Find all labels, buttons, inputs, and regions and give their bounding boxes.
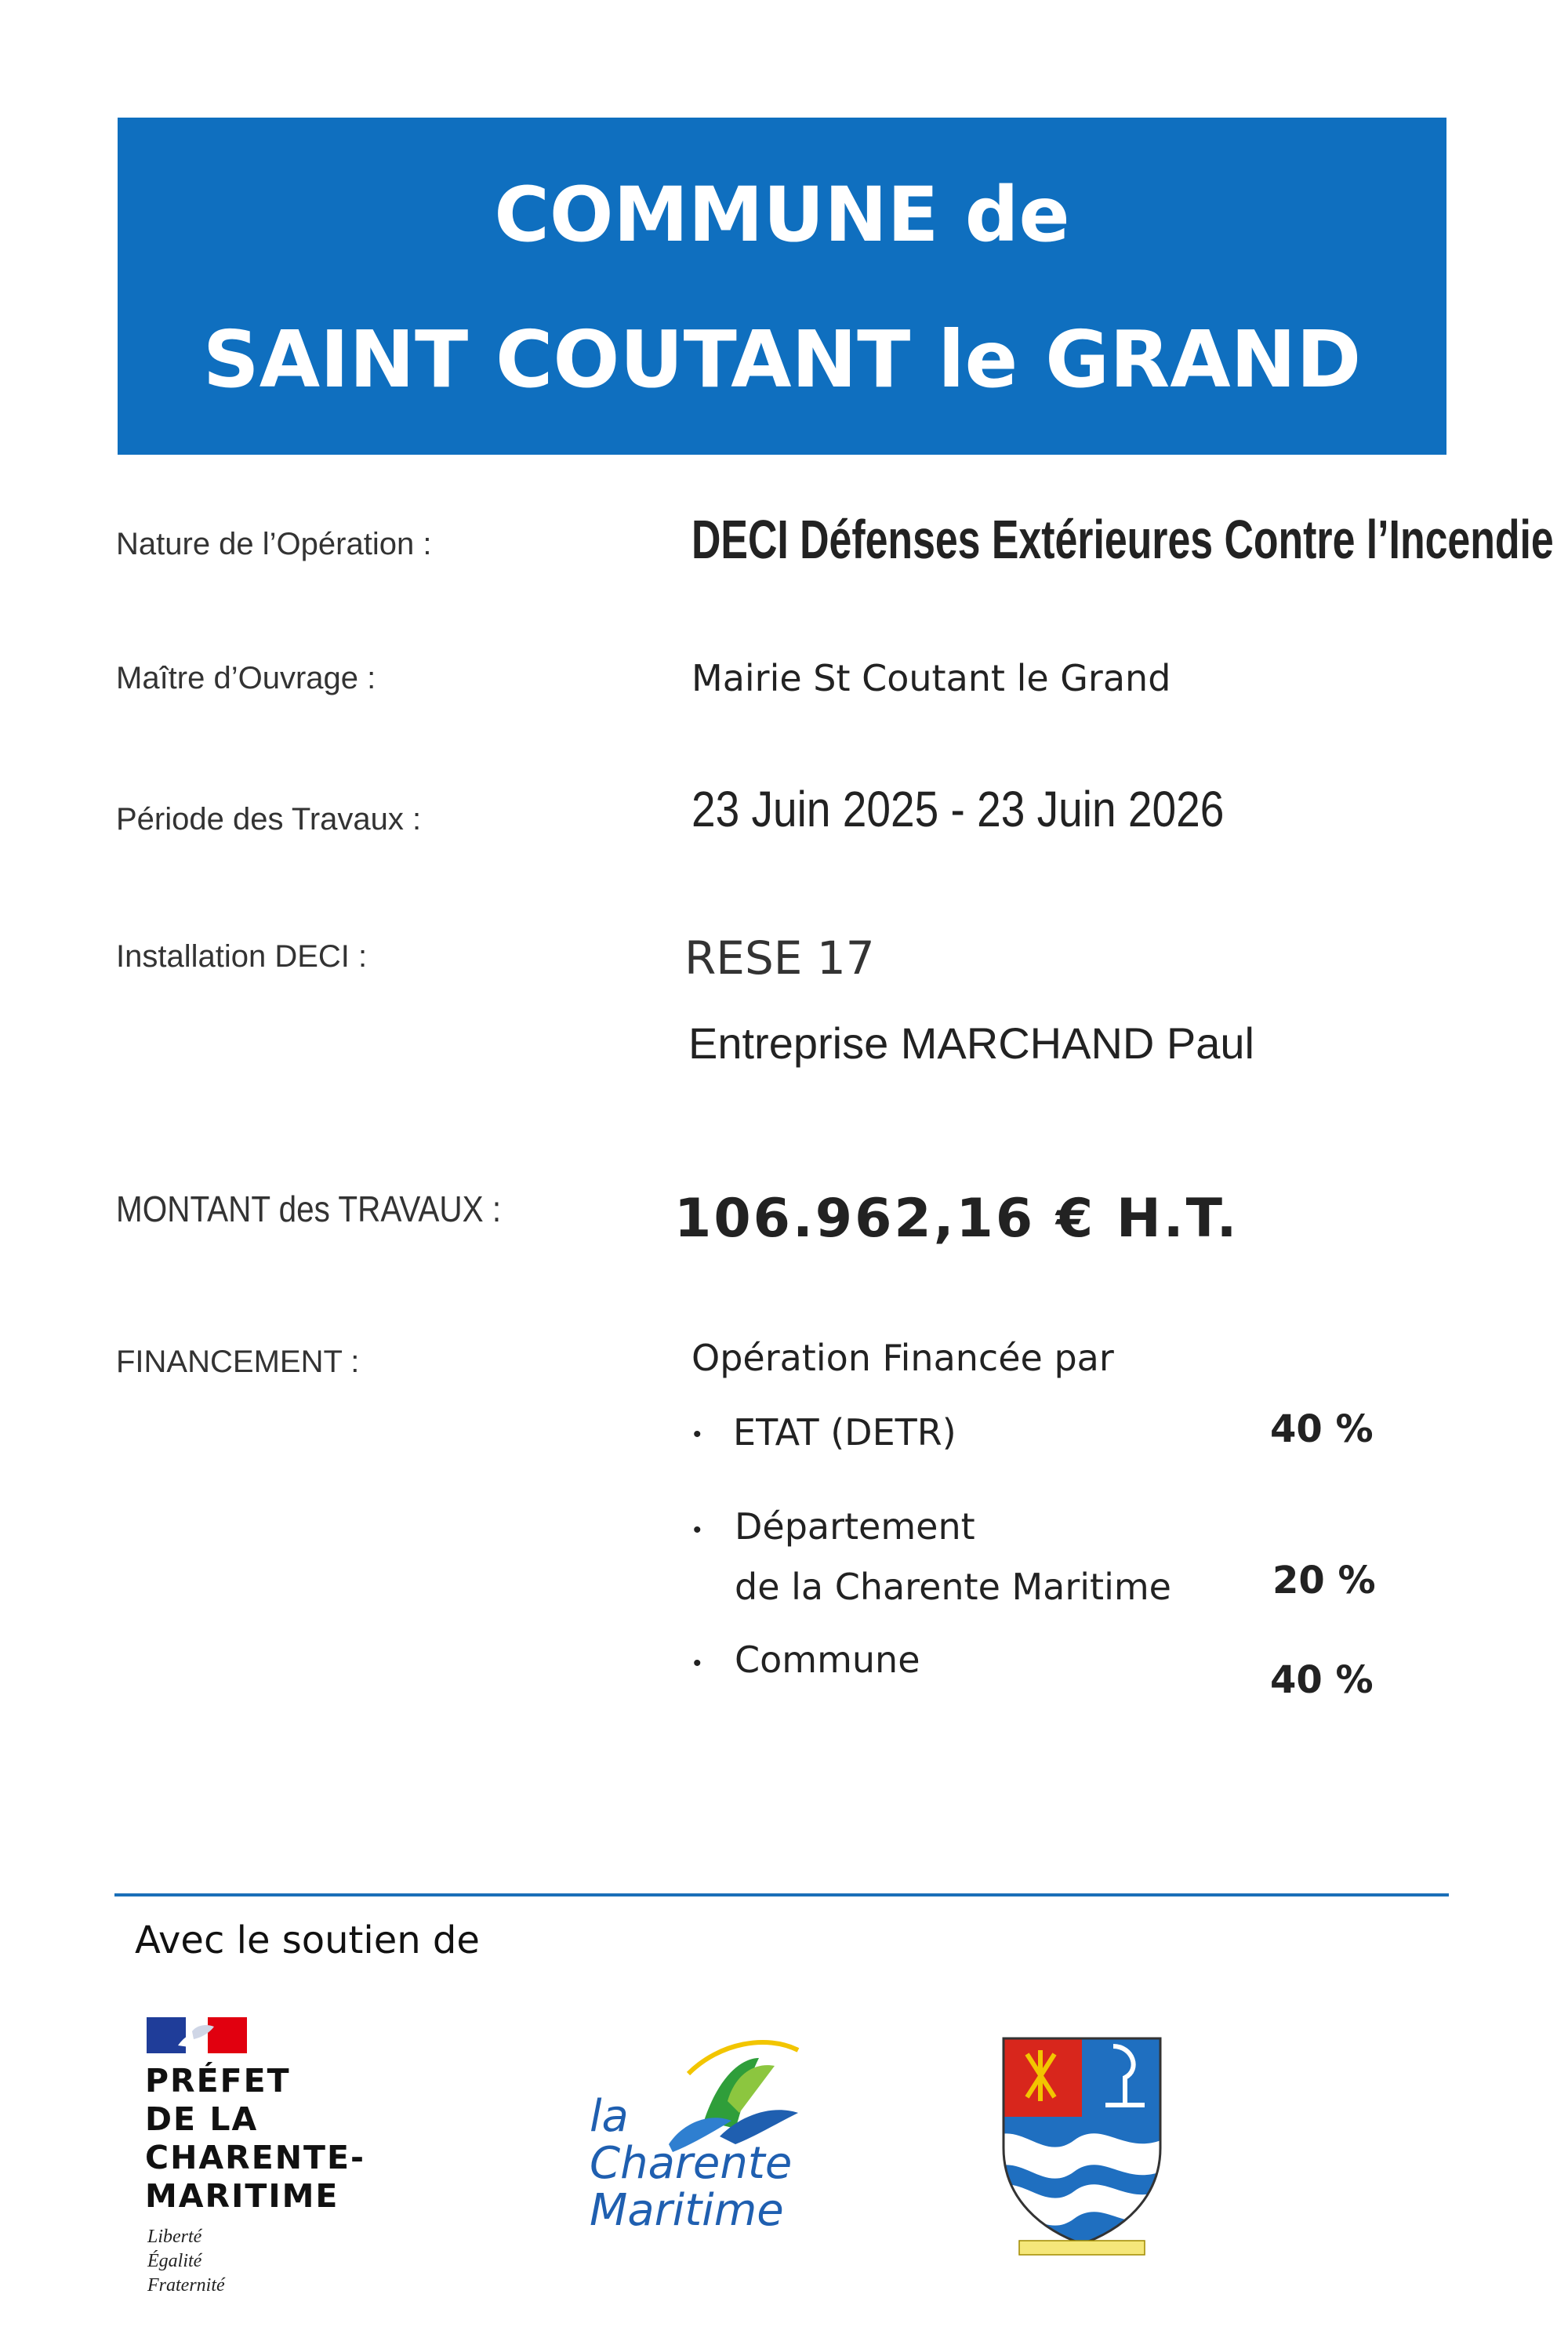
prefet-line: PRÉFET — [145, 2062, 291, 2100]
montant-label: MONTANT des TRAVAUX : — [116, 1189, 502, 1229]
cm-line: Charente — [590, 2138, 793, 2189]
financement-intro: Opération Financée par — [691, 1337, 1114, 1379]
prefet-logo-text — [145, 2062, 365, 2216]
header-line-2: SAINT COUTANT le GRAND — [202, 314, 1362, 405]
maitre-label: Maître d’Ouvrage : — [116, 661, 376, 695]
header-banner — [118, 118, 1446, 455]
charente-maritime-logo-text — [590, 2093, 792, 2234]
montant-value: 106.962,16 € H.T. — [674, 1188, 1240, 1250]
financement-item-name-2: de la Charente Maritime — [735, 1566, 1171, 1608]
devise-line: Fraternité — [147, 2275, 225, 2296]
maitre-value: Mairie St Coutant le Grand — [691, 657, 1171, 699]
financement-item-name: Commune — [735, 1639, 920, 1681]
devise-line: Liberté — [147, 2227, 202, 2247]
financement-item-percent: 20 % — [1272, 1559, 1376, 1602]
nature-value: DECI Défenses Extérieures Contre l’Incendie — [691, 509, 1554, 570]
bullet-icon: • — [693, 1517, 702, 1543]
periode-label: Période des Travaux : — [116, 802, 422, 837]
prefet-line: CHARENTE- — [145, 2139, 366, 2176]
bullet-icon: • — [693, 1650, 702, 1676]
prefet-line: DE LA — [145, 2100, 259, 2138]
financement-label: FINANCEMENT : — [116, 1345, 360, 1379]
cm-line: Maritime — [590, 2185, 784, 2236]
periode-value: 23 Juin 2025 - 23 Juin 2026 — [691, 781, 1225, 837]
divider — [114, 1893, 1449, 1896]
installation-value-1: RESE 17 — [684, 931, 875, 985]
financement-item-name: ETAT (DETR) — [733, 1411, 956, 1454]
prefet-line: MARITIME — [145, 2177, 339, 2215]
bullet-icon: • — [693, 1421, 702, 1447]
installation-value-2: Entreprise MARCHAND Paul — [688, 1018, 1254, 1068]
cm-line: la — [590, 2091, 629, 2142]
financement-item-percent: 40 % — [1270, 1658, 1374, 1702]
support-text: Avec le soutien de — [135, 1918, 480, 1962]
devise-line: Égalité — [147, 2251, 202, 2271]
financement-item-name: Département — [735, 1505, 975, 1548]
marianne-flag-icon — [147, 2017, 247, 2053]
financement-item-percent: 40 % — [1270, 1407, 1374, 1451]
header-line-1: COMMUNE de — [494, 171, 1070, 259]
nature-label: Nature de l’Opération : — [116, 527, 432, 561]
installation-label: Installation DECI : — [116, 939, 368, 974]
coat-of-arms-icon — [996, 2031, 1168, 2258]
devise — [147, 2225, 225, 2298]
